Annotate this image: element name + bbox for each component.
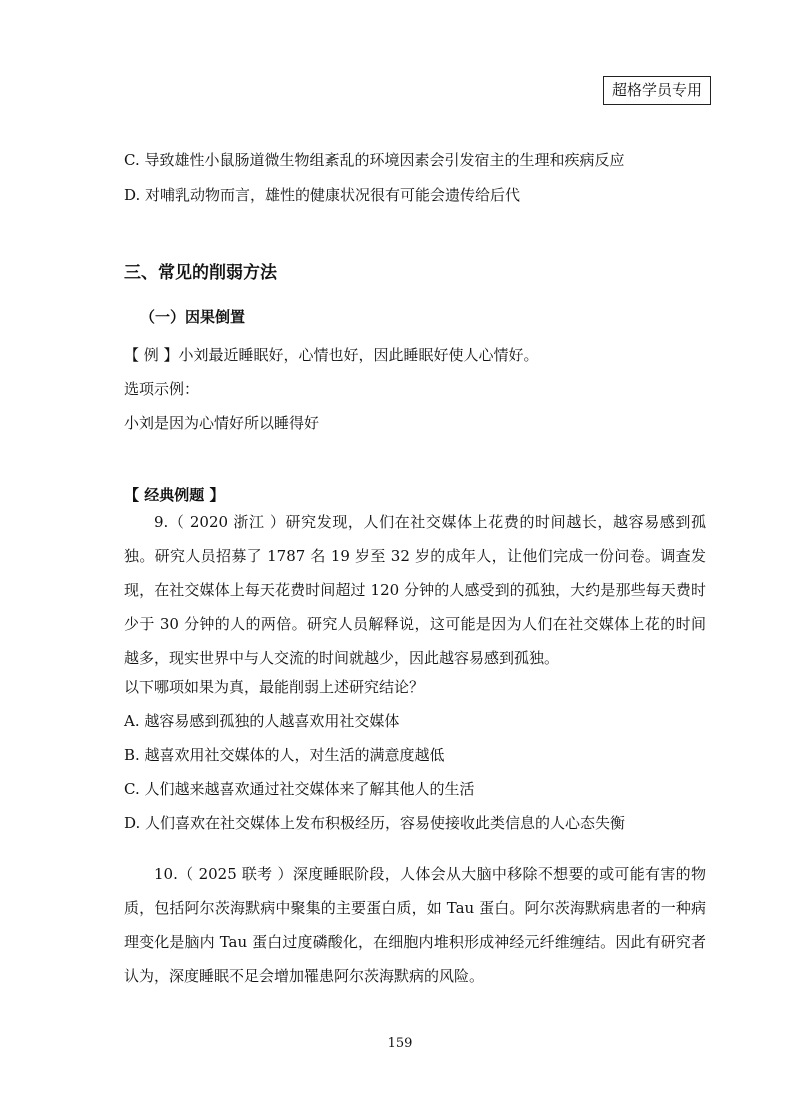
question-9-prompt: 以下哪项如果为真，最能削弱上述研究结论？ <box>124 678 425 696</box>
question-9-option-d: D. 人们喜欢在社交媒体上发布积极经历，容易使接收此类信息的人心态失衡 <box>124 814 626 832</box>
question-9-option-a: A. 越容易感到孤独的人越喜欢用社交媒体 <box>124 712 400 730</box>
prev-option-d: D. 对哺乳动物而言，雄性的健康状况很有可能会遗传给后代 <box>124 186 521 204</box>
option-example: 小刘是因为心情好所以睡得好 <box>124 414 320 432</box>
question-9-text: 9.（ 2020 浙江 ）研究发现，人们在社交媒体上花费的时间越长，越容易感到孤独。研究人员招募了 1787 名 19 岁至 32 岁的成年人，让他们完成一份问卷。调查发现，在社交媒体上每天花费时间超过 120 分钟的人感受到的孤独，大约是那些每天费时少于 30 分钟的人的两倍。研究人员解释说，这可能是因为人们在社交媒体上花的时间越多，现实世界中与人交流的时间就越少，因此越容易感到孤独。 <box>124 513 706 667</box>
prev-option-c: C. 导致雄性小鼠肠道微生物组紊乱的环境因素会引发宿主的生理和疾病反应 <box>124 151 625 169</box>
question-10-text: 10.（ 2025 联考 ）深度睡眠阶段，人体会从大脑中移除不想要的或可能有害的物质，包括阿尔茨海默病中聚集的主要蛋白质，如 Tau 蛋白。阿尔茨海默病患者的一种病理变化是脑内 Tau 蛋白过度磷酸化，在细胞内堆积形成神经元纤维缠结。因此有研究者认为，深度睡眠不足会增加罹患阿尔茨海默病的风险。 <box>124 865 706 985</box>
classic-questions-label: 【 经典例题 】 <box>124 486 225 504</box>
subsection-title: （一）因果倒置 <box>140 308 246 326</box>
question-9-option-b: B. 越喜欢用社交媒体的人，对生活的满意度越低 <box>124 746 445 764</box>
question-9-option-c: C. 人们越来越喜欢通过社交媒体来了解其他人的生活 <box>124 780 475 798</box>
section-title: 三、常见的削弱方法 <box>124 263 277 283</box>
example-text: 【 例 】小刘最近睡眠好，心情也好，因此睡眠好使人心情好。 <box>124 346 539 364</box>
page-number: 159 <box>387 1036 413 1051</box>
options-label: 选项示例： <box>124 380 200 398</box>
student-only-badge: 超格学员专用 <box>603 76 711 105</box>
